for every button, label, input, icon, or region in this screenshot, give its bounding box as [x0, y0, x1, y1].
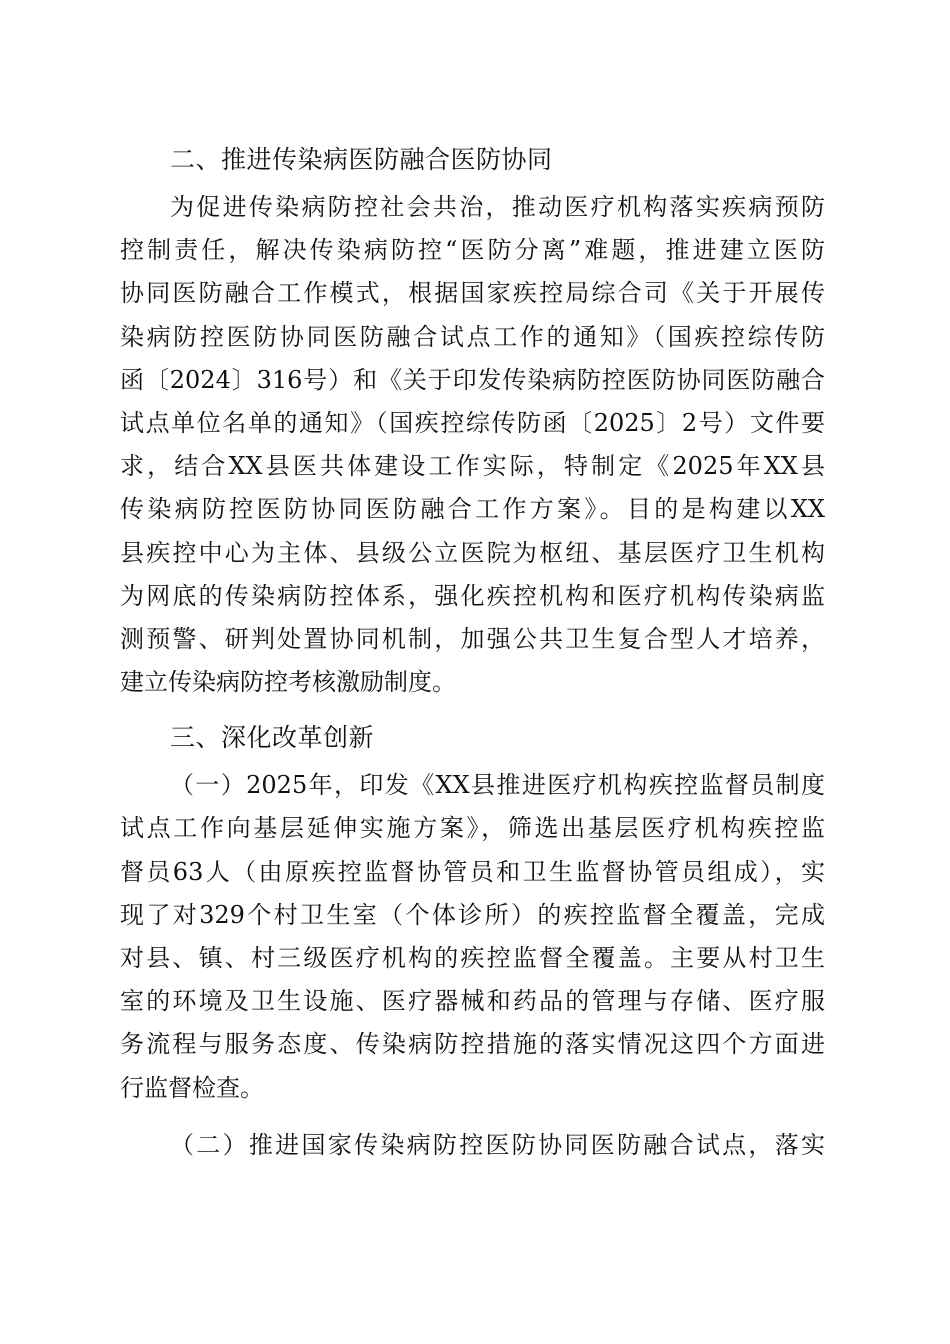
text-line: 督员63人（由原疾控监督协管员和卫生监督协管员组成），实: [120, 857, 825, 886]
text-line: 协同医防融合工作模式，根据国家疾控局综合司《关于开展传: [120, 279, 825, 308]
text-line: （二）推进国家传染病防控医防协同医防融合试点，落实: [170, 1130, 825, 1159]
document-body: [120, 140, 825, 1167]
text-line: 县疾控中心为主体、县级公立医院为枢纽、基层医疗卫生机构: [120, 538, 825, 567]
text-line: 函〔2024〕316号）和《关于印发传染病防控医防协同医防融合: [120, 365, 825, 394]
section-2-paragraph: [120, 186, 825, 704]
section-heading-2: 二、推进传染病医防融合医防协同: [170, 145, 553, 174]
text-line: 为网底的传染病防控体系，强化疾控机构和医疗机构传染病监: [120, 581, 825, 610]
section-heading-3: 三、深化改革创新: [170, 723, 375, 753]
text-line: 对县、镇、村三级医疗机构的疾控监督全覆盖。主要从村卫生: [120, 944, 825, 972]
text-line: 控制责任，解决传染病防控“医防分离”难题，推进建立医防: [120, 236, 825, 265]
text-line: 测预警、研判处置协同机制，加强公共卫生复合型人才培养，: [120, 624, 825, 653]
text-line: （一）2025年，印发《XX县推进医疗机构疾控监督员制度: [170, 771, 825, 800]
text-line: 室的环境及卫生设施、医疗器械和药品的管理与存储、医疗服: [120, 987, 825, 1016]
text-line: 试点工作向基层延伸实施方案》，筛选出基层医疗机构疾控监: [120, 814, 825, 843]
text-line: 求，结合XX县医共体建设工作实际，特制定《2025年XX县: [120, 452, 825, 481]
text-line: 行监督检查。: [120, 1073, 264, 1102]
text-line: 现了对329个村卫生室（个体诊所）的疾控监督全覆盖，完成: [120, 900, 825, 929]
text-line: 试点单位名单的通知》（国疾控综传防函〔2025〕2号）文件要: [120, 408, 825, 437]
section-3-item-1-paragraph: [120, 764, 825, 1110]
text-line: 务流程与服务态度、传染病防控措施的落实情况这四个方面进: [120, 1030, 825, 1059]
text-line: 染病防控医防协同医防融合试点工作的通知》（国疾控综传防: [120, 322, 825, 351]
text-line: 传染病防控医防协同医防融合工作方案》。目的是构建以XX: [120, 495, 825, 524]
text-line: 建立传染病防控考核激励制度。: [120, 668, 456, 697]
section-3-item-2-paragraph: [120, 1124, 825, 1167]
text-line: 为促进传染病防控社会共治，推动医疗机构落实疾病预防: [170, 193, 825, 221]
